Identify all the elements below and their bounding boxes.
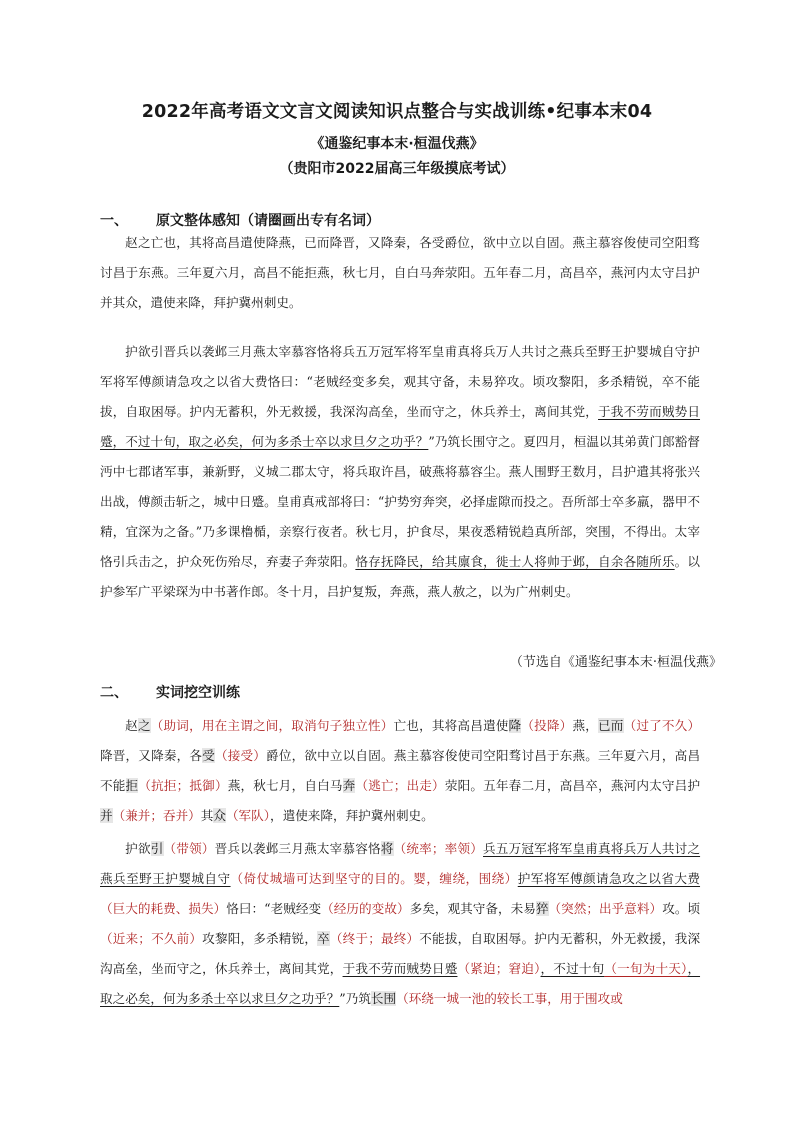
text-segment: 攻黎阳，多杀精锐， <box>202 931 318 946</box>
paragraph-text: 护欲引晋兵以袭邺三月燕太宰慕容恪将兵五万冠军将军皇甫真将兵万人共讨之燕兵至野王护婴城自守护军将军傅颜请急攻之以省大费恪曰：“老贼经变多矣，观其守备，未易猝攻。顷攻黎阳，多杀精锐，卒不能拔，自取困辱。护内无蓄积，外无救援，我深沟高垒，坐而守之，休兵养士，离间其党， <box>100 344 700 419</box>
paragraph-text: 。以护参军广平梁琛为中书著作郎。冬十月，吕护复叛，奔燕，燕人赦之，以为广州刺史。 <box>100 554 701 599</box>
text-segment: ，遣使来降，拜护冀州刺史。 <box>270 808 434 823</box>
highlighted-word: 长围 <box>370 991 397 1006</box>
paragraph-text: 赵之亡也，其将高昌遣使降燕，已而降晋，又降秦，各受爵位，欲中立以自固。燕主慕容俊使司空阳骛讨昌于东燕。三年夏六月，高昌不能拒燕，秋七月，自白马奔荥阳。五年春二月，高昌卒，燕河内太守吕护并其众，遣使来降，拜护冀州刺史。 <box>100 235 700 310</box>
annotation: （巨大的耗费、损失） <box>100 901 227 916</box>
exam-title: （贵阳市2022届高三年级摸底考试） <box>279 161 515 177</box>
text-segment: 护欲 <box>125 841 151 856</box>
annotation: （突然；出乎意料） <box>548 901 663 916</box>
annotation: （抗拒；抵御） <box>138 778 228 793</box>
annotation: （环绕一城一池的较长工事，用于围攻或 <box>396 991 623 1006</box>
underlined-sentence: 护军将军傅颜请急攻之以省大费 <box>517 871 701 886</box>
text-segment: 多矣，观其守备，未易 <box>409 901 536 916</box>
highlighted-word: 卒 <box>317 931 330 946</box>
annotation: （统率；率领） <box>393 841 484 856</box>
text-segment: 荥阳。五年春二月，高昌卒，燕河内太守吕护 <box>444 778 701 793</box>
annotated-text <box>100 718 700 823</box>
highlighted-word: 引 <box>150 841 164 856</box>
annotation: （一旬为十天） <box>604 961 688 976</box>
annotation: （逃亡；出走） <box>355 778 445 793</box>
paragraph-text: ”乃筑长围守之。夏四月，桓温以其弟黄门郎豁督沔中七郡诸军事，兼新野，义城二郡太守，将兵取许昌，破燕将慕容尘。燕人围野王数月，吕护遣其将张兴出战，傅颜击斩之，城中日蹙。皇甫真戒部将曰：“护势穷奔突，必择虚隙而投之。吾所部士卒多羸，器甲不精，宜深为之备。”乃多课橹楯，亲察行夜者。秋七月，护食尽，果夜悉精锐趋真所部，突围，不得出。太宰恪引兵击之，护众死伤殆尽，弃妻子奔荥阳。 <box>100 434 700 569</box>
source-citation: （节选自《通鉴纪事本末·桓温伐燕》 <box>509 655 722 670</box>
text-segment: 降晋，又降秦，各 <box>100 748 203 763</box>
annotation: （近来；不久前） <box>100 931 203 946</box>
highlighted-word: 奔 <box>342 778 356 793</box>
text-segment: 燕，秋七月，自白马 <box>227 778 343 793</box>
annotated-text <box>100 841 700 1006</box>
annotation: （投降） <box>521 718 573 733</box>
underlined-sentence: 于我不劳而贼势日蹙 <box>342 961 458 976</box>
text-segment: 恪曰：“老贼经变 <box>226 901 322 916</box>
annotation: （军队） <box>225 808 271 823</box>
annotation: （助词，用在主谓之间，取消句子独立性） <box>150 718 394 733</box>
highlighted-word: 已而 <box>598 718 624 733</box>
text-segment: 亡也，其将高昌遣使 <box>393 718 509 733</box>
text-segment: 晋兵以袭邺三月燕太宰慕容恪 <box>214 841 381 856</box>
highlighted-word: 受 <box>202 748 215 763</box>
section-heading-2 <box>100 682 240 702</box>
underlined-sentence: 于我不劳而贼势日蹙，不过十旬，取之必矣，何为多杀士卒以求旦夕之功乎？ <box>100 404 701 449</box>
highlighted-word: 降 <box>508 718 522 733</box>
text-segment: 爵位，欲中立以自固。燕主慕容俊使司空阳骛讨昌于东燕。三年夏六月，高昌不能 <box>100 748 701 793</box>
annotation: （兼并；吞并） <box>112 808 201 823</box>
original-paragraph-1 <box>100 228 700 318</box>
annotation: （终于；最终） <box>329 931 420 946</box>
original-paragraph-2 <box>100 337 700 607</box>
underlined-sentence: ，不过十旬 <box>540 961 605 976</box>
annotation: （经历的变故） <box>321 901 410 916</box>
section-number: 二、 <box>100 685 128 701</box>
underlined-sentence: ，取之必矣，何为多杀士卒以求旦夕之功乎？ <box>100 961 701 1006</box>
section-title: 原文整体感知（请圈画出专有名词） <box>156 213 380 229</box>
training-paragraph-1 <box>100 711 700 831</box>
highlighted-word: 猝 <box>535 901 549 916</box>
annotation: （接受） <box>214 748 267 763</box>
section-title: 实词挖空训练 <box>156 685 240 701</box>
training-paragraph-2 <box>100 834 700 1014</box>
highlighted-word: 众 <box>213 808 226 823</box>
text-segment: 燕， <box>572 718 598 733</box>
section-number: 一、 <box>100 213 128 229</box>
text-segment: 不能拔，自取困辱。护内无蓄积，外无救援，我深沟高垒，坐而守之，休兵养士，离间其党， <box>100 931 701 976</box>
main-title: 2022年高考语文文言文阅读知识点整合与实战训练•纪事本末04 <box>141 102 653 122</box>
text-segment: 攻。顷 <box>662 901 701 916</box>
highlighted-word: 并 <box>100 808 113 823</box>
text-segment: ”乃筑 <box>339 991 371 1006</box>
annotation: （倚仗城墙可达到坚守的目的。婴，缠绕，围绕） <box>230 871 518 886</box>
text-segment: 其 <box>200 808 214 823</box>
text-segment: 赵 <box>125 718 138 733</box>
highlighted-word: 之 <box>137 718 151 733</box>
highlighted-word: 将 <box>380 841 394 856</box>
sub-title: 《通鉴纪事本末·桓温伐燕》 <box>310 136 484 152</box>
section-heading-1 <box>100 210 380 230</box>
annotation: （过了不久） <box>623 718 701 733</box>
annotation: （带领） <box>163 841 215 856</box>
highlighted-word: 拒 <box>125 778 139 793</box>
underlined-sentence: 兵五万冠军将军皇甫真将兵万人共讨之燕兵至野王护婴城自守 <box>100 841 701 886</box>
annotation: （紧迫；窘迫） <box>457 961 541 976</box>
underlined-sentence: 恪存抚降民，给其廪食，徙士人将帅于邺，自余各随所乐 <box>355 554 675 569</box>
